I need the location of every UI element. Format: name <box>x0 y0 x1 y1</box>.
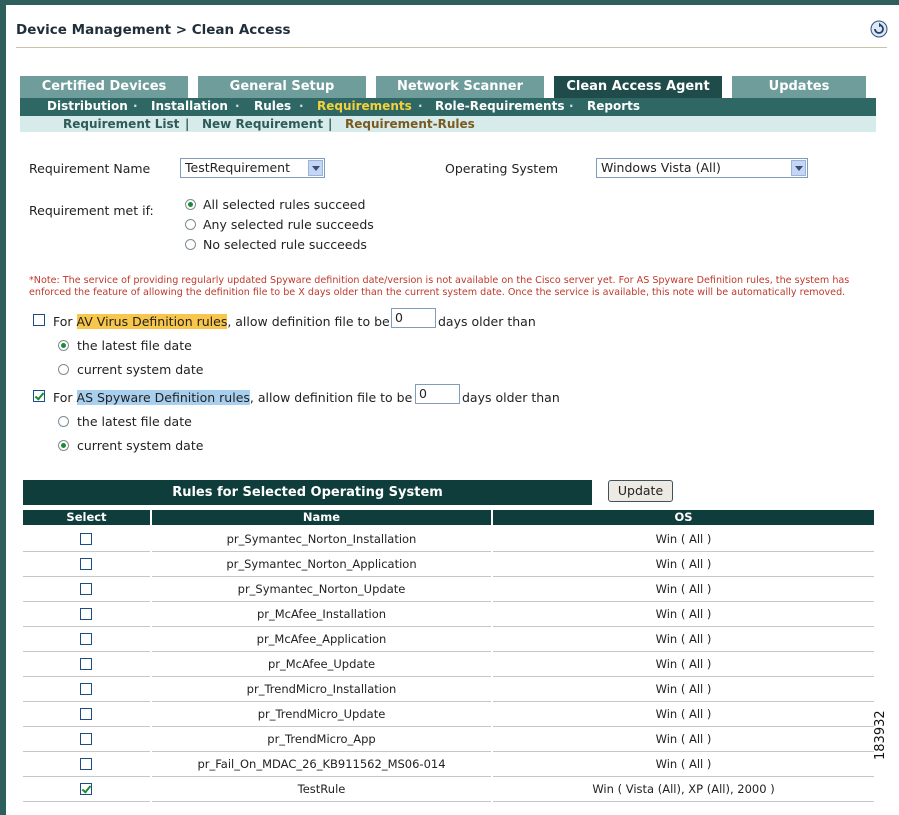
as-radio-current-system-date[interactable] <box>58 440 69 451</box>
as-prefix: For <box>53 390 77 405</box>
as-latest-file-date-label: the latest file date <box>77 414 192 429</box>
table-row <box>23 627 874 652</box>
table-row <box>23 577 874 602</box>
top-frame-border <box>6 0 899 5</box>
rule-os: Win ( All ) <box>493 527 874 552</box>
rule-os: Win ( All ) <box>493 627 874 652</box>
subnav-reports[interactable]: Reports <box>587 99 641 113</box>
rule-select-checkbox[interactable] <box>80 633 92 645</box>
option-any-rule-succeeds-label: Any selected rule succeeds <box>203 217 374 232</box>
rules-table-title: Rules for Selected Operating System <box>23 480 592 505</box>
rule-os: Win ( Vista (All), XP (All), 2000 ) <box>493 777 874 802</box>
requirement-name-label: Requirement Name <box>29 161 151 176</box>
av-rules-highlight: AV Virus Definition rules <box>76 314 228 329</box>
av-latest-file-date-label: the latest file date <box>77 338 192 353</box>
subnav-separator: · <box>569 99 574 113</box>
select-cell <box>23 527 150 552</box>
tab-certified-devices[interactable]: Certified Devices <box>20 76 188 98</box>
rule-select-checkbox[interactable] <box>80 658 92 670</box>
radio-no-rule-succeeds[interactable] <box>185 239 196 250</box>
chevron-down-icon <box>308 160 323 176</box>
rule-select-checkbox[interactable] <box>80 608 92 620</box>
rule-select-checkbox[interactable] <box>80 583 92 595</box>
subnav-role-requirements[interactable]: Role-Requirements <box>435 99 565 113</box>
av-definition-text-start <box>53 314 390 329</box>
rule-os: Win ( All ) <box>493 602 874 627</box>
link-requirement-rules[interactable]: Requirement-Rules <box>345 117 475 131</box>
rule-os: Win ( All ) <box>493 727 874 752</box>
select-cell <box>23 777 150 802</box>
rule-os: Win ( All ) <box>493 552 874 577</box>
table-row <box>23 602 874 627</box>
select-cell <box>23 677 150 702</box>
av-prefix: For <box>53 314 77 329</box>
subnav-separator: · <box>299 99 304 113</box>
option-all-rules-succeed-label: All selected rules succeed <box>203 197 366 212</box>
rule-select-checkbox[interactable] <box>80 683 92 695</box>
column-header-os: OS <box>493 510 874 525</box>
table-row <box>23 527 874 552</box>
table-row <box>23 702 874 727</box>
main-tabs <box>20 76 876 98</box>
figure-id: 183932 <box>873 710 888 760</box>
select-cell <box>23 552 150 577</box>
rule-name: pr_TrendMicro_Installation <box>152 677 491 702</box>
operating-system-value: Windows Vista (All) <box>601 160 721 175</box>
operating-system-select[interactable] <box>596 158 808 178</box>
sub-navigation <box>20 98 876 116</box>
rule-os: Win ( All ) <box>493 677 874 702</box>
subnav-rules[interactable]: Rules <box>254 99 292 113</box>
requirement-name-value: TestRequirement <box>185 160 291 175</box>
rule-name: pr_McAfee_Installation <box>152 602 491 627</box>
rule-select-checkbox[interactable] <box>80 783 92 795</box>
rule-name: pr_Symantec_Norton_Installation <box>152 527 491 552</box>
select-cell <box>23 702 150 727</box>
as-middle: , allow definition file to be <box>249 390 413 405</box>
subnav-distribution[interactable]: Distribution <box>47 99 128 113</box>
subnav-installation[interactable]: Installation <box>151 99 228 113</box>
rule-name: pr_Symantec_Norton_Update <box>152 577 491 602</box>
av-virus-definition-checkbox[interactable] <box>33 314 45 326</box>
rule-name: pr_McAfee_Update <box>152 652 491 677</box>
rule-name: TestRule <box>152 777 491 802</box>
link-new-requirement[interactable]: New Requirement <box>202 117 324 131</box>
link-requirement-list[interactable]: Requirement List <box>63 117 180 131</box>
left-frame-border <box>0 0 6 815</box>
as-days-suffix: days older than <box>462 390 560 405</box>
requirement-name-select[interactable] <box>180 158 325 178</box>
table-row <box>23 652 874 677</box>
breadcrumb: Device Management > Clean Access <box>16 22 291 38</box>
spyware-note: *Note: The service of providing regularly updated Spyware definition date/version is not available on the Cisco server yet. For AS Spyware Definition rules, the system has enforced the feature of allowing the definition file to be X days older than the current system date. Once the service is available, this note will be automatically removed. <box>29 275 850 298</box>
rule-os: Win ( All ) <box>493 652 874 677</box>
table-row <box>23 677 874 702</box>
requirement-met-if-label: Requirement met if: <box>29 203 154 218</box>
subsubnav-separator: | <box>328 117 333 131</box>
av-days-input[interactable]: 0 <box>391 308 436 328</box>
radio-all-rules-succeed[interactable] <box>185 199 196 210</box>
av-radio-current-system-date[interactable] <box>58 364 69 375</box>
av-radio-latest-file-date[interactable] <box>58 340 69 351</box>
rules-table-header <box>23 510 874 525</box>
rule-select-checkbox[interactable] <box>80 558 92 570</box>
rule-name: pr_McAfee_Application <box>152 627 491 652</box>
subnav-requirements[interactable]: Requirements <box>317 99 412 113</box>
operating-system-label: Operating System <box>445 161 559 176</box>
select-cell <box>23 627 150 652</box>
rule-os: Win ( All ) <box>493 752 874 777</box>
header-divider <box>16 47 887 48</box>
subnav-separator: · <box>235 99 240 113</box>
as-rules-highlight: AS Spyware Definition rules <box>76 390 250 405</box>
rule-select-checkbox[interactable] <box>80 733 92 745</box>
rule-os: Win ( All ) <box>493 702 874 727</box>
table-row <box>23 777 874 802</box>
update-button[interactable]: Update <box>608 480 673 502</box>
subnav-separator: · <box>418 99 423 113</box>
rule-select-checkbox[interactable] <box>80 758 92 770</box>
select-cell <box>23 727 150 752</box>
chevron-down-icon <box>791 160 806 176</box>
rule-name: pr_TrendMicro_App <box>152 727 491 752</box>
rule-select-checkbox[interactable] <box>80 708 92 720</box>
table-row <box>23 552 874 577</box>
as-definition-text-start <box>53 390 412 405</box>
table-row <box>23 727 874 752</box>
rule-name: pr_TrendMicro_Update <box>152 702 491 727</box>
select-cell <box>23 652 150 677</box>
subsubnav-separator: | <box>185 117 190 131</box>
tab-updates[interactable]: Updates <box>732 76 866 98</box>
column-header-select: Select <box>23 510 150 525</box>
radio-any-rule-succeeds[interactable] <box>185 219 196 230</box>
select-cell <box>23 577 150 602</box>
as-spyware-definition-checkbox[interactable] <box>33 390 45 402</box>
requirement-subnav <box>20 116 876 132</box>
rule-name: pr_Symantec_Norton_Application <box>152 552 491 577</box>
as-current-system-date-label: current system date <box>77 438 204 453</box>
tab-clean-access-agent[interactable]: Clean Access Agent <box>554 76 722 98</box>
refresh-icon[interactable] <box>870 20 888 38</box>
as-radio-latest-file-date[interactable] <box>58 416 69 427</box>
rule-os: Win ( All ) <box>493 577 874 602</box>
rule-name: pr_Fail_On_MDAC_26_KB911562_MS06-014 <box>152 752 491 777</box>
as-days-input[interactable]: 0 <box>415 384 460 404</box>
av-days-suffix: days older than <box>438 314 536 329</box>
column-header-name: Name <box>152 510 491 525</box>
av-current-system-date-label: current system date <box>77 362 204 377</box>
select-cell <box>23 752 150 777</box>
tab-network-scanner[interactable]: Network Scanner <box>376 76 544 98</box>
rule-select-checkbox[interactable] <box>80 533 92 545</box>
subnav-separator: · <box>133 99 138 113</box>
option-no-rule-succeeds-label: No selected rule succeeds <box>203 237 367 252</box>
select-cell <box>23 602 150 627</box>
table-row <box>23 752 874 777</box>
tab-general-setup[interactable]: General Setup <box>198 76 366 98</box>
av-middle: , allow definition file to be <box>227 314 390 329</box>
